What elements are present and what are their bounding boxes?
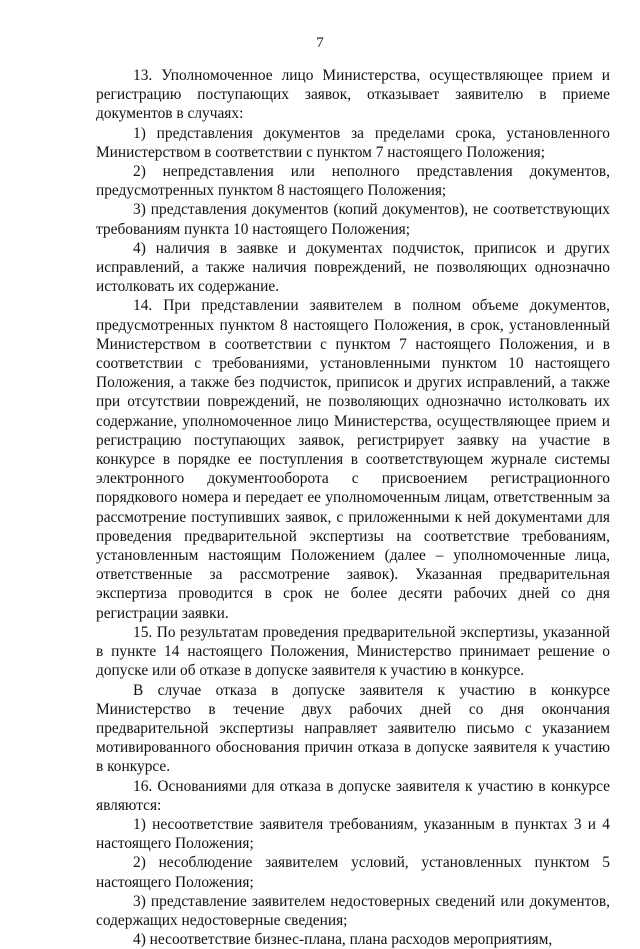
paragraph-16-item-1: 1) несоответствие заявителя требованиям, указанным в пунктах 3 и 4 настоящего Положения;	[96, 815, 610, 853]
paragraph-16-item-2: 2) несоблюдение заявителем условий, установленных пунктом 5 настоящего Положения;	[96, 854, 610, 891]
paragraph-15: 15. По результатам проведения предварительной экспертизы, указанной в пункте 14 настоящего Положения, Министерство принимает решение о допуске или об отказе в допуске заявителя к участию в конкурсе.	[96, 623, 610, 680]
paragraph-13-item-2: 2) непредставления или неполного представления документов, предусмотренных пунктом 8 настоящего Положения;	[96, 163, 610, 200]
paragraph-13: 13. Уполномоченное лицо Министерства, осуществляющее прием и регистрацию поступающих заявок, отказывает заявителю в приеме документов в случаях:	[96, 67, 610, 123]
paragraph-13-item-4: 4) наличия в заявке и документах подчисток, приписок и других исправлений, а также наличия повреждений, не позволяющих однозначно истолковать их содержание.	[96, 239, 610, 296]
paragraph-16-item-3: 3) представление заявителем недостоверных сведений или документов, содержащих недостоверные сведения;	[96, 892, 610, 929]
paragraph-13-item-1: 1) представления документов за пределами срока, установленного Министерством в соответствии с пунктом 7 настоящего Положения;	[96, 124, 610, 161]
paragraph-13-item-3: 3) представления документов (копий документов), не соответствующих требованиям пункта 10 настоящего Положения;	[96, 201, 610, 238]
document-body	[96, 66, 610, 949]
page-number: 7	[316, 35, 324, 51]
paragraph-15-refusal: В случае отказа в допуске заявителя к участию в конкурсе Министерство в течение двух рабочих дней со дня окончания предварительной экспертизы направляет заявителю письмо с указанием мотивированного обоснования причин отказа в допуске заявителя к участию в конкурсе.	[96, 681, 610, 776]
paragraph-16: 16. Основаниями для отказа в допуске заявителя к участию в конкурсе являются:	[96, 777, 610, 814]
paragraph-14: 14. При представлении заявителем в полном объеме документов, предусмотренных пунктом 8 настоящего Положения, в срок, установленный Министерством в соответствии с пунктом 7 настоящего Положения, и в соответствии с требованиями, установленными пунктом 10 настоящего Положения, а также без подчисток, приписок и других исправлений, а также при отсутствии повреждений, не позволяющих однозначно истолковать их содержание, уполномоченное лицо Министерства, осуществляющее прием и регистрацию поступающих заявок, регистрирует заявку на участие в конкурсе в порядке ее поступления в соответствующем журнале системы электронного документооборота с присвоением регистрационного порядкового номера и передает ее уполномоченным лицам, ответственным за рассмотрение поступивших заявок, с приложенными к ней документами для проведения предварительной экспертизы на соответствие требованиям, установленным настоящим Положением (далее – уполномоченные лица, ответственные за рассмотрение заявок). Указанная предварительная экспертиза проводится в срок не более десяти рабочих дней со дня регистрации заявки.	[96, 297, 610, 622]
paragraph-16-item-4: 4) несоответствие бизнес-плана, плана расходов мероприятиям,	[133, 931, 553, 949]
